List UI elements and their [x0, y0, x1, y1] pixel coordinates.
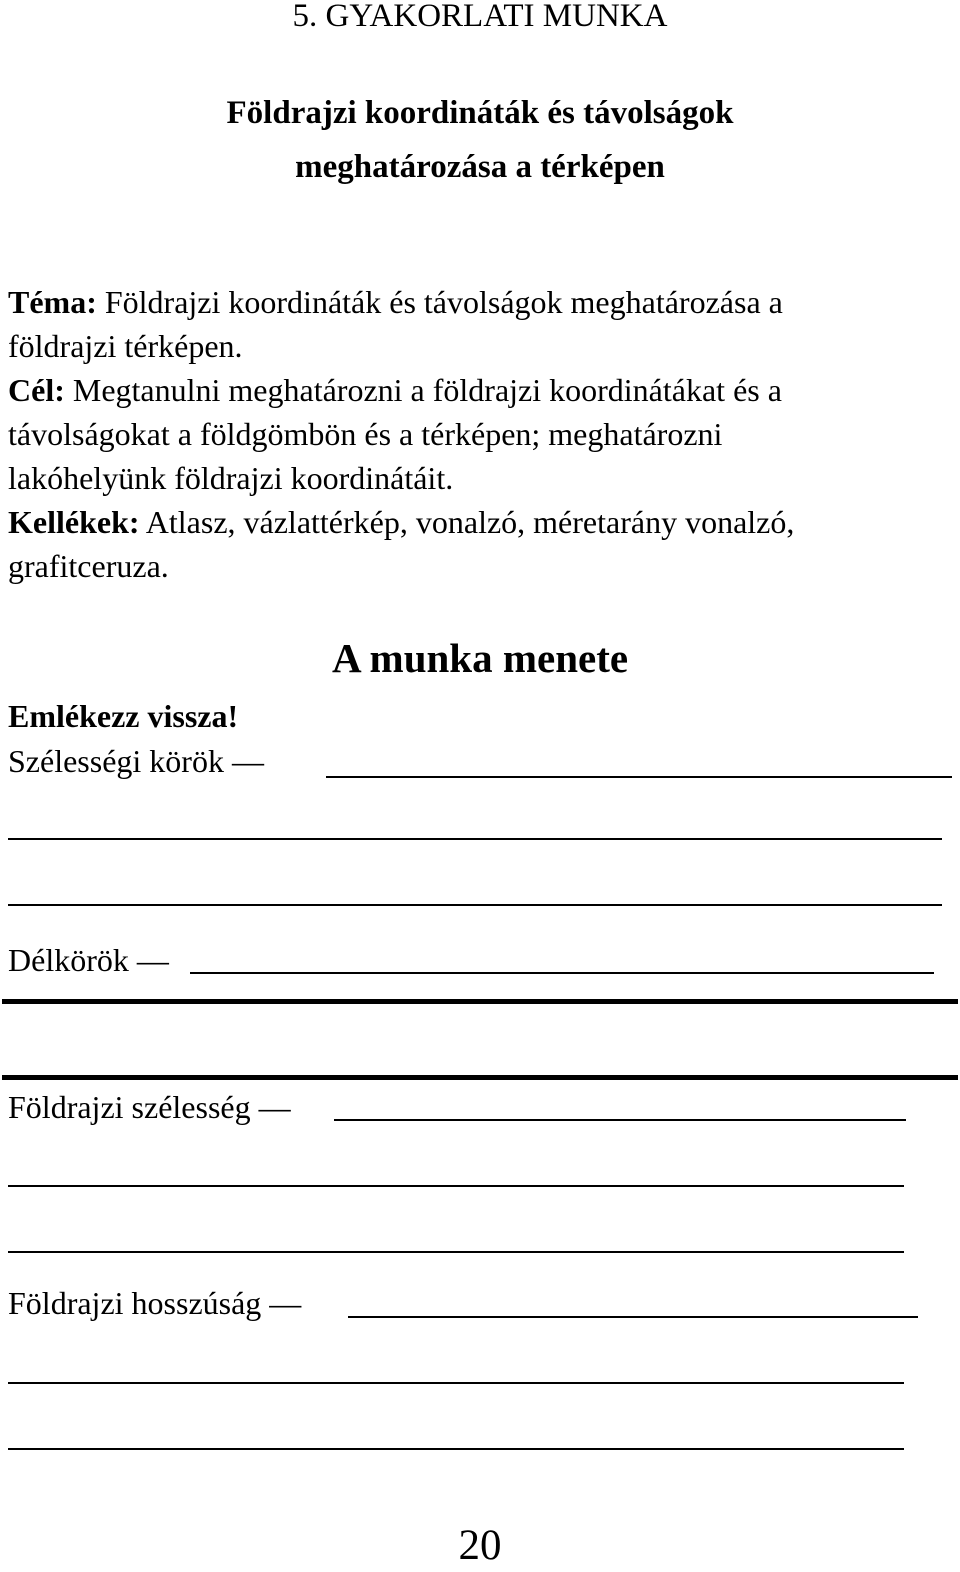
- answer-line[interactable]: [8, 1382, 904, 1384]
- tema-line-1: [8, 282, 783, 322]
- foldrajzi-hosszusag-label: Földrajzi hosszúság —: [8, 1285, 302, 1321]
- answer-line[interactable]: [8, 1448, 904, 1450]
- kellekek-line-1: [8, 502, 794, 542]
- answer-line[interactable]: [326, 776, 952, 778]
- answer-line[interactable]: [8, 1251, 904, 1253]
- chapter-title: 5. GYAKORLATI MUNKA: [292, 0, 668, 34]
- kellekek-line-2: grafitceruza.: [8, 548, 169, 584]
- answer-line-thick[interactable]: [2, 999, 958, 1004]
- cel-line-3: lakóhelyünk földrajzi koordinátáit.: [8, 460, 454, 496]
- answer-line[interactable]: [8, 1185, 904, 1187]
- section-subheading: Emlékezz vissza!: [8, 698, 239, 734]
- page-number: 20: [458, 1522, 502, 1569]
- section-heading: A munka menete: [331, 635, 629, 681]
- answer-line[interactable]: [8, 838, 942, 840]
- cel-label: Cél:: [8, 372, 65, 408]
- kellekek-text-1: Atlasz, vázlattérkép, vonalzó, méretarány vonalzó,: [145, 504, 795, 540]
- cel-line-2: távolságokat a földgömbön és a térképen; meghatározni: [8, 416, 723, 452]
- tema-line-2: földrajzi térképen.: [8, 328, 243, 364]
- answer-line[interactable]: [190, 972, 934, 974]
- answer-line[interactable]: [8, 904, 942, 906]
- answer-line[interactable]: [334, 1119, 906, 1121]
- tema-label: Téma:: [8, 284, 97, 320]
- cel-text-1: Megtanulni meghatározni a földrajzi koordinátákat és a: [72, 372, 782, 408]
- foldrajzi-szelesseg-label: Földrajzi szélesség —: [8, 1089, 291, 1125]
- tema-text-1: Földrajzi koordináták és távolságok meghatározása a: [104, 284, 783, 320]
- delkorok-label: Délkörök —: [8, 942, 169, 978]
- szelessegi-korok-label: Szélességi körök —: [8, 743, 264, 779]
- kellekek-label: Kellékek:: [8, 504, 140, 540]
- cel-line-1: [8, 370, 782, 410]
- answer-line-thick[interactable]: [2, 1075, 958, 1080]
- page-title-line-2: meghatározása a térképen: [295, 149, 665, 185]
- answer-line[interactable]: [348, 1316, 918, 1318]
- page-title-line-1: Földrajzi koordináták és távolságok: [226, 95, 734, 131]
